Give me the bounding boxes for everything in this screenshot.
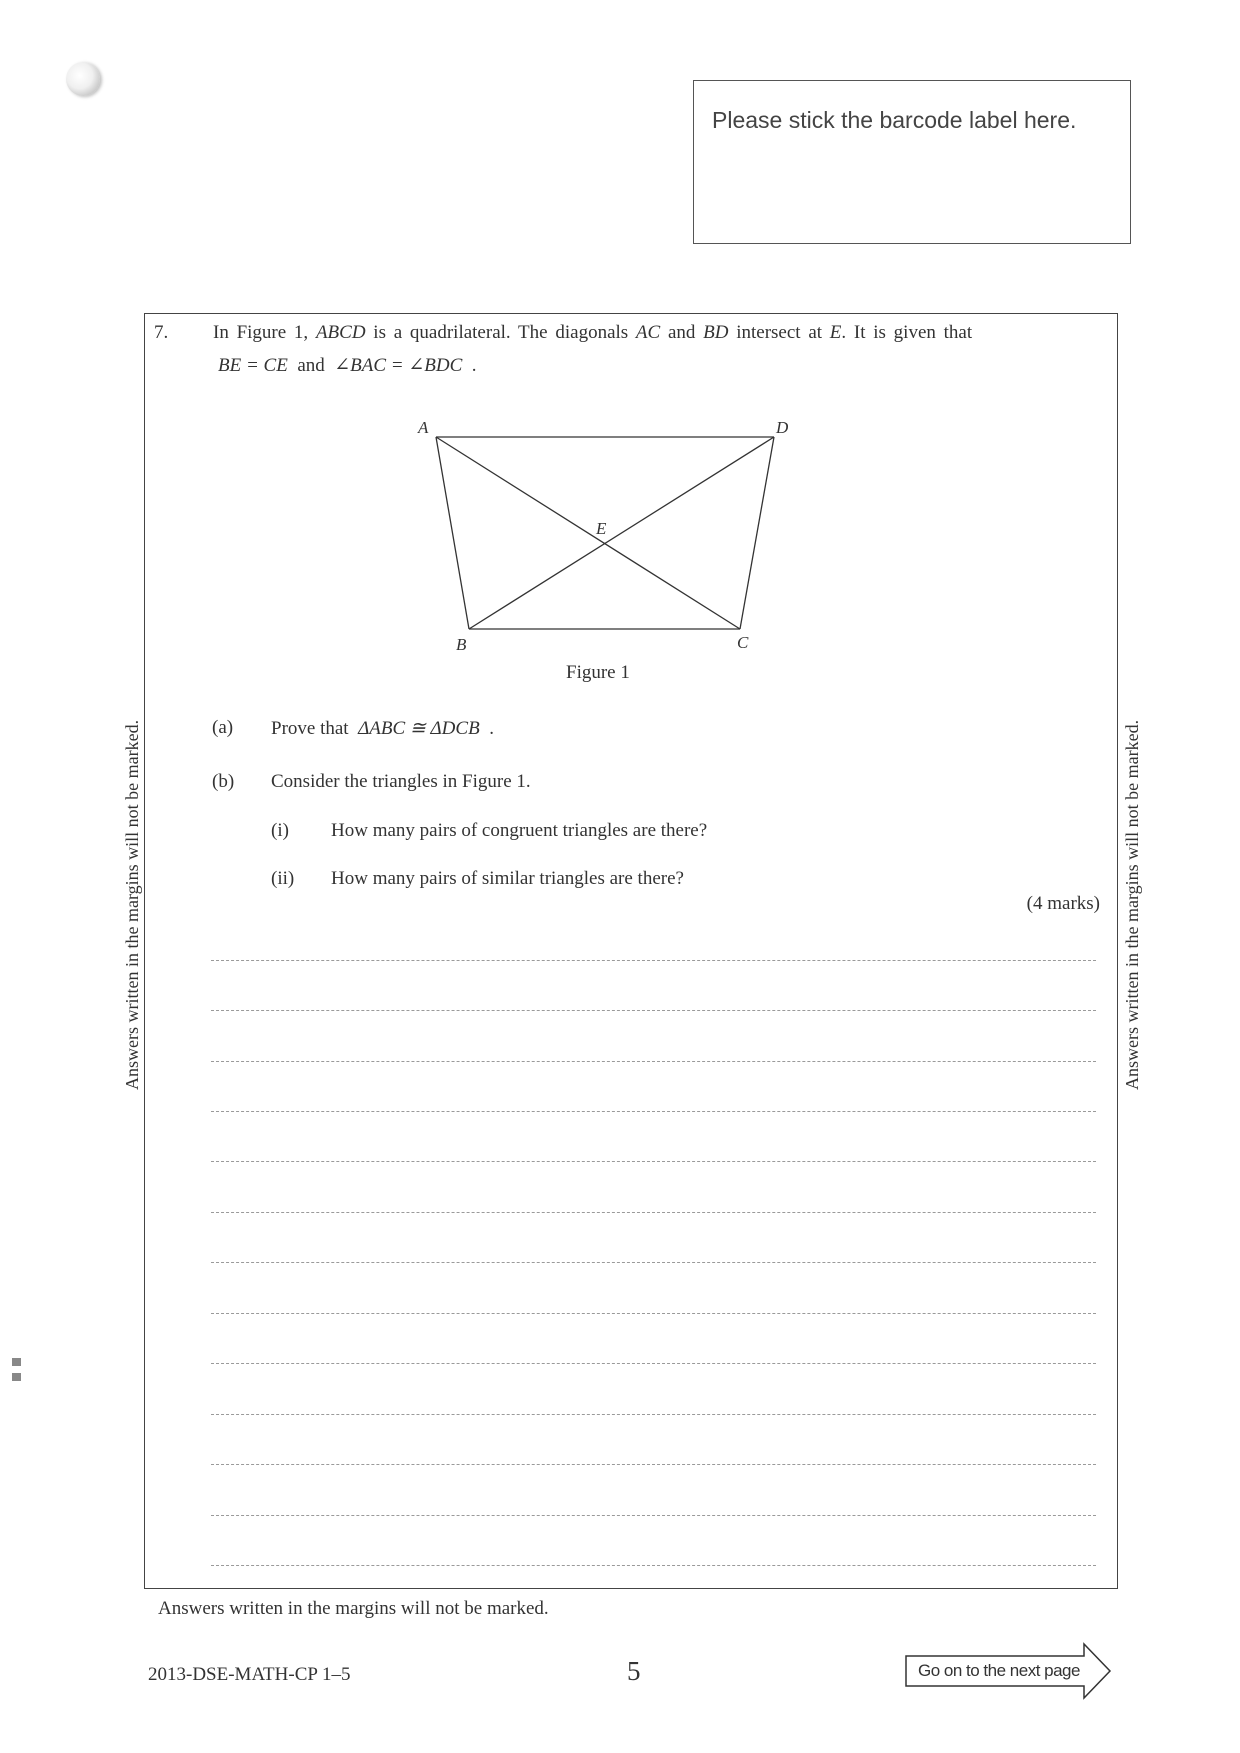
next-page-label: Go on to the next page bbox=[918, 1661, 1080, 1680]
margin-notice-bottom: Answers written in the margins will not be marked. bbox=[158, 1598, 549, 1619]
part-b-ii-text: How many pairs of similar triangles are there? bbox=[331, 868, 684, 889]
answer-line bbox=[211, 1161, 1096, 1162]
margin-notice-right: Answers written in the margins will not be marked. bbox=[1122, 719, 1142, 1090]
diagonal-ac bbox=[436, 437, 740, 629]
figure-caption: Figure 1 bbox=[566, 662, 630, 683]
question-given: BE = CE and ∠BAC = ∠BDC . bbox=[218, 355, 477, 376]
barcode-label-box bbox=[693, 80, 1131, 244]
marks-allocation: (4 marks) bbox=[1026, 893, 1100, 914]
barcode-instruction: Please stick the barcode label here. bbox=[712, 107, 1077, 133]
vertex-label-d: D bbox=[776, 418, 789, 437]
page-number: 5 bbox=[627, 1656, 641, 1686]
answer-line bbox=[211, 1313, 1096, 1314]
question-number: 7. bbox=[154, 322, 169, 343]
side-cd bbox=[740, 437, 774, 629]
question-intro: In Figure 1, ABCD is a quadrilateral. The diagonals AC and BD intersect at E. It is given that bbox=[213, 322, 973, 343]
vertex-label-e: E bbox=[596, 519, 607, 538]
answer-line bbox=[211, 1212, 1096, 1213]
part-b-i-text: How many pairs of congruent triangles are there? bbox=[331, 820, 708, 841]
paper-code: 2013-DSE-MATH-CP 1–5 bbox=[148, 1664, 351, 1685]
side-ab bbox=[436, 437, 469, 629]
vertex-label-b: B bbox=[456, 635, 467, 654]
part-a-text: Prove that ΔABC ≅ ΔDCB . bbox=[271, 718, 494, 739]
answer-line bbox=[211, 960, 1096, 961]
part-b-text: Consider the triangles in Figure 1. bbox=[271, 771, 531, 792]
figure-1-diagram bbox=[400, 410, 820, 660]
part-b-label: (b) bbox=[212, 771, 235, 792]
answer-line bbox=[211, 1262, 1096, 1263]
answer-line bbox=[211, 1414, 1096, 1415]
answer-line bbox=[211, 1111, 1096, 1112]
scan-mark bbox=[12, 1358, 21, 1366]
answer-line bbox=[211, 1515, 1096, 1516]
answer-line bbox=[211, 1010, 1096, 1011]
part-b-i-label: (i) bbox=[271, 820, 289, 841]
answer-line bbox=[211, 1061, 1096, 1062]
punch-hole bbox=[66, 62, 100, 96]
answer-line bbox=[211, 1565, 1096, 1566]
part-a-label: (a) bbox=[212, 717, 234, 738]
margin-notice-left: Answers written in the margins will not be marked. bbox=[122, 719, 142, 1090]
vertex-label-c: C bbox=[737, 633, 749, 652]
part-b-ii-label: (ii) bbox=[271, 868, 295, 889]
next-page-indicator bbox=[904, 1638, 1114, 1704]
answer-line bbox=[211, 1363, 1096, 1364]
answer-line bbox=[211, 1464, 1096, 1465]
scan-mark bbox=[12, 1373, 21, 1381]
diagonal-bd bbox=[469, 437, 774, 629]
vertex-label-a: A bbox=[418, 418, 429, 437]
